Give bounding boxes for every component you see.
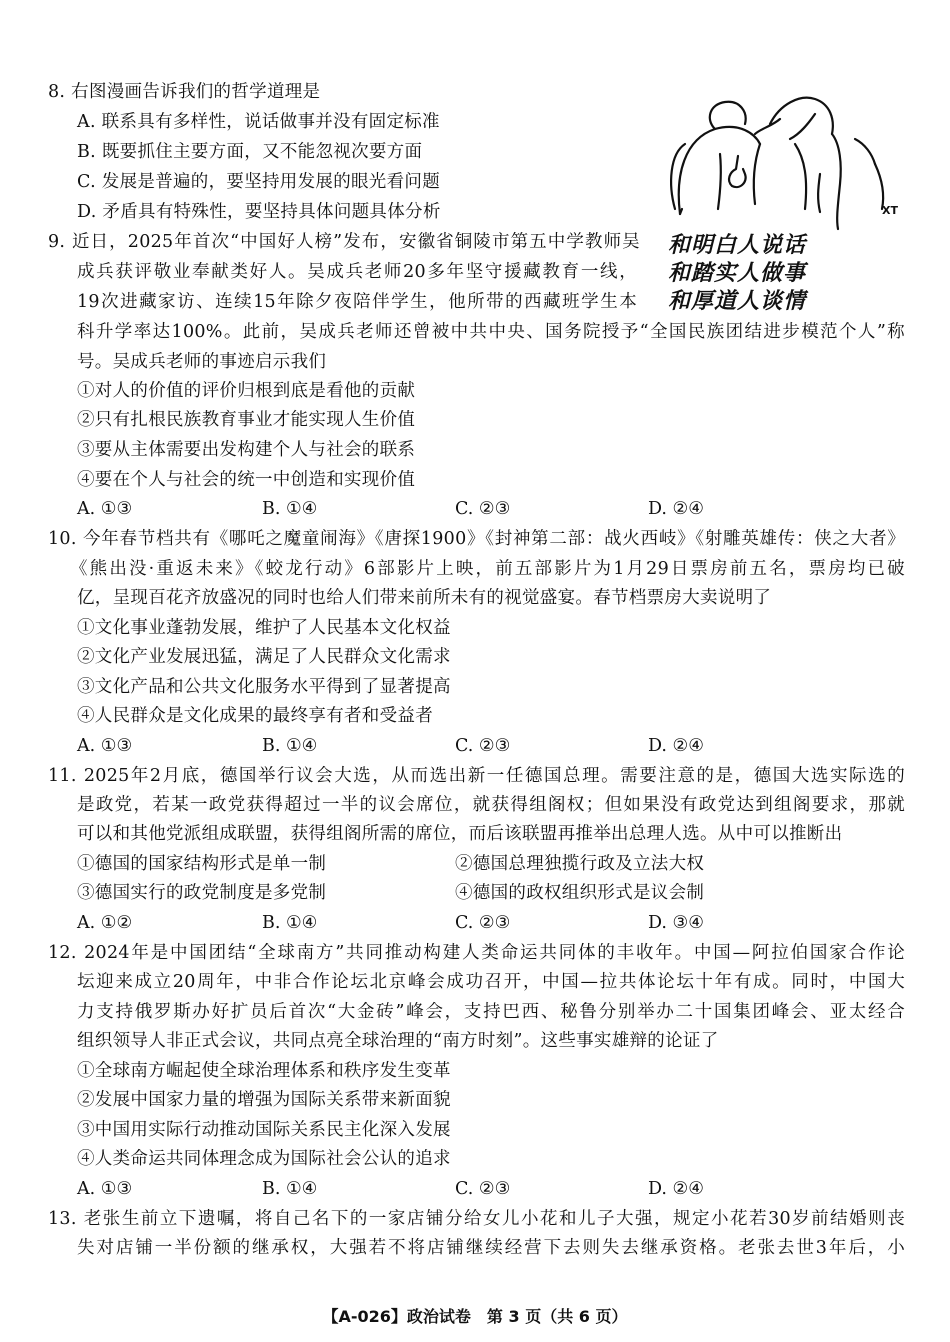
q11-choice-d: D. ③④ [648,913,704,933]
page-footer: 【A-026】政治试卷 第 3 页（共 6 页） [322,1307,628,1326]
q8-option-c: C. 发展是普遍的，要坚持用发展的眼光看问题 [77,172,440,192]
q10-line-1: 10. 今年春节档共有《哪吒之魔童闹海》《唐探1900》《封神第二部：战火西岐》《射雕英雄传：侠之大者》 [48,529,905,549]
q8-option-b: B. 既要抓住主要方面，又不能忽视次要方面 [77,142,423,162]
q11-choice-a: A. ①② [77,913,133,933]
q9-line-3: 19次进藏家访、连续15年除夕夜陪伴学生，他所带的西藏班学生本 [77,292,637,312]
cartoon-caption-2: 和踏实人做事 [668,261,807,286]
q9-line-2: 成兵获评敬业奉献类好人。吴成兵老师20多年坚守援藏教育一线， [77,262,637,282]
q12-line-3: 力支持俄罗斯办好扩员后首次“大金砖”峰会，支持巴西、秘鲁分别举办二十国集团峰会、亚太经合 [77,1002,905,1022]
q9-line-4: 科升学率达100%。此前，吴成兵老师还曾被中共中央、国务院授予“全国民族团结进步模范个人”称 [77,322,905,342]
q10-line-3: 亿，呈现百花齐放盛况的同时也给人们带来前所未有的视觉盛宴。春节档票房大卖说明了 [77,588,772,608]
q11-item-4: ④德国的政权组织形式是议会制 [455,883,705,903]
q10-line-2: 《熊出没·重返未来》《蛟龙行动》6部影片上映，前五部影片为1月29日票房前五名，票房均已破 [70,559,905,579]
q10-choice-b: B. ①④ [262,736,318,756]
cartoon-caption-3: 和厚道人谈情 [668,289,807,314]
q12-choice-a: A. ①③ [77,1179,133,1199]
q13-line-2: 失对店铺一半份额的继承权，大强若不将店铺继续经营下去则失去继承资格。老张去世3年后，小 [77,1238,905,1258]
q12-choice-c: C. ②③ [455,1179,511,1199]
q12-choice-b: B. ①④ [262,1179,318,1199]
q12-line-4: 组织领导人非正式会议，共同点亮全球治理的“南方时刻”。这些事实雄辩的论证了 [77,1031,719,1051]
q10-item-4: ④人民群众是文化成果的最终享有者和受益者 [77,706,433,726]
q11-item-3: ③德国实行的政党制度是多党制 [77,883,327,903]
q13-line-1: 13. 老张生前立下遗嘱，将自己名下的一家店铺分给女儿小花和儿子大强，规定小花若30岁前结婚则丧 [48,1209,905,1229]
q11-item-2: ②德国总理独揽行政及立法大权 [455,854,705,874]
q11-item-1: ①德国的国家结构形式是单一制 [77,854,327,874]
q11-choice-b: B. ①④ [262,913,318,933]
q9-line-1: 9. 近日，2025年首次“中国好人榜”发布，安徽省铜陵市第五中学教师吴 [48,232,640,252]
q9-item-2: ②只有扎根民族教育事业才能实现人生价值 [77,410,416,430]
q12-choice-d: D. ②④ [648,1179,704,1199]
q12-line-1: 12. 2024年是中国团结“全球南方”共同推动构建人类命运共同体的丰收年。中国—阿拉伯国家合作论 [48,943,905,963]
q9-choice-c: C. ②③ [455,499,511,519]
q8-option-a: A. 联系具有多样性，说话做事并没有固定标准 [77,112,440,132]
q10-item-1: ①文化事业蓬勃发展，维护了人民基本文化权益 [77,618,451,638]
q9-choice-b: B. ①④ [262,499,318,519]
q10-choice-a: A. ①③ [77,736,133,756]
q11-line-3: 可以和其他党派组成联盟，获得组阁所需的席位，而后该联盟再推举出总理人选。从中可以推断出 [77,824,843,844]
q9-choice-a: A. ①③ [77,499,133,519]
q10-choice-c: C. ②③ [455,736,511,756]
q9-item-1: ①对人的价值的评价归根到底是看他的贡献 [77,381,416,401]
q12-item-4: ④人类命运共同体理念成为国际社会公认的追求 [77,1149,451,1169]
q11-choice-c: C. ②③ [455,913,511,933]
q12-item-3: ③中国用实际行动推动国际关系民主化深入发展 [77,1120,451,1140]
q10-choice-d: D. ②④ [648,736,704,756]
q9-item-4: ④要在个人与社会的统一中创造和实现价值 [77,470,416,490]
q11-line-1: 11. 2025年2月底，德国举行议会大选，从而选出新一任德国总理。需要注意的是，德国大选实际选的 [48,766,905,786]
q8-option-d: D. 矛盾具有特殊性，要坚持具体问题具体分析 [77,202,441,222]
q11-line-2: 是政党，若某一政党获得超过一半的议会席位，就获得组阁权；但如果没有政党达到组阁要求，那就 [77,795,905,815]
q8-stem: 8. 右图漫画告诉我们的哲学道理是 [48,82,321,102]
q10-item-3: ③文化产品和公共文化服务水平得到了显著提高 [77,677,451,697]
q12-item-1: ①全球南方崛起使全球治理体系和秩序发生变革 [77,1061,451,1081]
q12-item-2: ②发展中国家力量的增强为国际关系带来新面貌 [77,1090,451,1110]
q9-choice-d: D. ②④ [648,499,704,519]
q10-item-2: ②文化产业发展迅猛，满足了人民群众文化需求 [77,647,451,667]
q9-item-3: ③要从主体需要出发构建个人与社会的联系 [77,440,416,460]
cartoon-signature: XT [882,204,898,217]
q12-line-2: 坛迎来成立20周年，中非合作论坛北京峰会成功召开，中国—拉共体论坛十年有成。同时，中国大 [77,972,905,992]
cartoon-caption-1: 和明白人说话 [668,233,807,258]
q9-line-5: 号。吴成兵老师的事迹启示我们 [77,352,327,372]
